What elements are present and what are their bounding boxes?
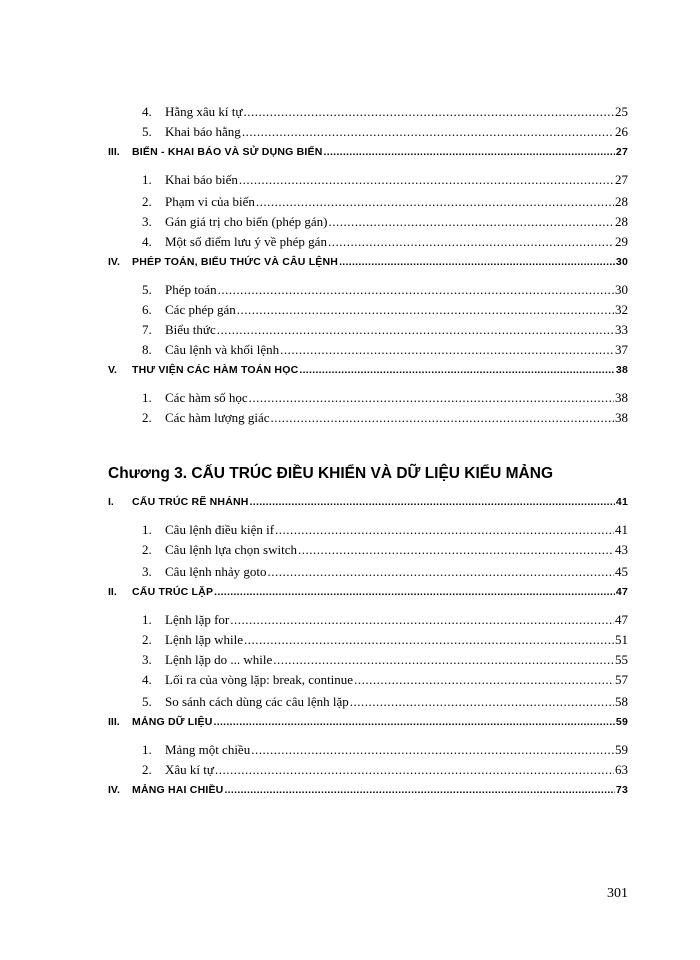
toc-subsection-entry	[0, 104, 700, 122]
entry-number: 3.	[142, 564, 152, 579]
dot-leader	[215, 762, 614, 778]
dot-leader	[350, 694, 614, 710]
entry-title: Khai báo hằng	[165, 124, 241, 139]
entry-page-number: 28	[615, 214, 628, 229]
entry-page-number: 32	[615, 302, 628, 317]
entry-number: 5.	[142, 124, 152, 139]
entry-title: Các hàm lượng giác	[165, 410, 270, 425]
entry-number: 1.	[142, 172, 152, 187]
entry-number: 5.	[142, 282, 152, 297]
entry-line	[165, 234, 628, 250]
dot-leader	[217, 322, 614, 338]
dot-leader	[214, 586, 615, 598]
entry-page-number: 27	[615, 172, 628, 187]
entry-title: Câu lệnh lựa chọn switch	[165, 542, 297, 557]
entry-title: Lệnh lặp for	[165, 612, 230, 627]
entry-page-number: 59	[615, 716, 628, 728]
entry-title: THƯ VIỆN CÁC HÀM TOÁN HỌC	[132, 364, 299, 376]
dot-leader	[249, 390, 614, 406]
toc-subsection-entry	[0, 234, 700, 252]
entry-line	[165, 214, 628, 230]
dot-leader	[324, 146, 615, 158]
entry-line	[165, 652, 628, 668]
entry-line	[165, 172, 628, 188]
dot-leader	[230, 612, 614, 628]
dot-leader	[237, 302, 614, 318]
entry-page-number: 27	[615, 146, 628, 158]
toc-section-entry	[0, 364, 700, 382]
dot-leader	[328, 214, 614, 230]
entry-title: Xâu kí tự	[165, 762, 214, 777]
entry-page-number: 58	[615, 694, 628, 709]
entry-page-number: 30	[615, 256, 628, 268]
entry-line	[132, 586, 628, 598]
dot-leader	[339, 256, 615, 268]
toc-section-entry	[0, 146, 700, 164]
toc-subsection-entry	[0, 542, 700, 560]
toc-subsection-entry	[0, 672, 700, 690]
dot-leader	[298, 542, 614, 558]
dot-leader	[239, 172, 614, 188]
toc-subsection-entry	[0, 172, 700, 190]
dot-leader	[280, 342, 614, 358]
entry-page-number: 43	[615, 542, 628, 557]
entry-number: 2.	[142, 194, 152, 209]
entry-page-number: 73	[615, 784, 628, 796]
toc-subsection-entry	[0, 342, 700, 360]
entry-number: 1.	[142, 612, 152, 627]
toc-subsection-entry	[0, 632, 700, 650]
dot-leader	[244, 632, 614, 648]
entry-page-number: 30	[615, 282, 628, 297]
dot-leader	[224, 784, 614, 796]
entry-title: Phép toán	[165, 282, 217, 297]
entry-line	[165, 762, 628, 778]
entry-number: II.	[108, 586, 117, 598]
entry-number: 1.	[142, 742, 152, 757]
entry-line	[132, 716, 628, 728]
dot-leader	[218, 282, 614, 298]
entry-number: 2.	[142, 542, 152, 557]
entry-number: 7.	[142, 322, 152, 337]
entry-number: IV.	[108, 256, 120, 268]
entry-page-number: 38	[615, 390, 628, 405]
entry-page-number: 63	[615, 762, 628, 777]
dot-leader	[273, 652, 614, 668]
toc-subsection-entry	[0, 694, 700, 712]
dot-leader	[267, 564, 614, 580]
entry-page-number: 28	[615, 194, 628, 209]
entry-line	[165, 612, 628, 628]
entry-title: MẢNG HAI CHIỀU	[132, 784, 224, 796]
entry-line	[165, 564, 628, 580]
entry-page-number: 45	[615, 564, 628, 579]
toc-subsection-entry	[0, 742, 700, 760]
entry-title: Câu lệnh nhảy goto	[165, 564, 267, 579]
entry-line	[165, 282, 628, 298]
entry-number: 1.	[142, 390, 152, 405]
toc-section-entry	[0, 586, 700, 604]
toc-section-entry	[0, 716, 700, 734]
entry-page-number: 38	[615, 364, 628, 376]
entry-number: 2.	[142, 762, 152, 777]
entry-title: Mảng một chiều	[165, 742, 251, 757]
entry-line	[165, 124, 628, 140]
entry-page-number: 59	[615, 742, 628, 757]
entry-line	[165, 632, 628, 648]
toc-subsection-entry	[0, 302, 700, 320]
toc-subsection-entry	[0, 214, 700, 232]
entry-title: Các hàm số học	[165, 390, 248, 405]
entry-title: So sánh cách dùng các câu lệnh lặp	[165, 694, 349, 709]
entry-title: Câu lệnh điều kiện if	[165, 522, 275, 537]
toc-subsection-entry	[0, 652, 700, 670]
toc-subsection-entry	[0, 522, 700, 540]
entry-title: Gán giá trị cho biến (phép gán)	[165, 214, 328, 229]
entry-title: CẤU TRÚC LẶP	[132, 586, 214, 598]
entry-line	[165, 302, 628, 318]
entry-number: 6.	[142, 302, 152, 317]
entry-number: 5.	[142, 694, 152, 709]
toc-subsection-entry	[0, 322, 700, 340]
entry-title: Lệnh lặp while	[165, 632, 243, 647]
dot-leader	[251, 742, 614, 758]
toc-subsection-entry	[0, 390, 700, 408]
entry-number: 4.	[142, 104, 152, 119]
dot-leader	[243, 104, 614, 120]
entry-number: IV.	[108, 784, 120, 796]
entry-page-number: 41	[615, 496, 628, 508]
dot-leader	[299, 364, 615, 376]
entry-number: V.	[108, 364, 117, 376]
toc-section-entry	[0, 784, 700, 802]
chapter-heading: Chương 3. CẤU TRÚC ĐIỀU KHIỂN VÀ DỮ LIỆU KIỂU MẢNG	[108, 465, 553, 482]
dot-leader	[256, 194, 614, 210]
entry-line	[165, 672, 628, 688]
toc-subsection-entry	[0, 124, 700, 142]
entry-title: Phạm vi của biến	[165, 194, 255, 209]
entry-line	[132, 784, 628, 796]
entry-number: 8.	[142, 342, 152, 357]
dot-leader	[328, 234, 614, 250]
toc-subsection-entry	[0, 194, 700, 212]
entry-title: Một số điểm lưu ý về phép gán	[165, 234, 327, 249]
entry-line	[165, 390, 628, 406]
entry-line	[165, 742, 628, 758]
entry-page-number: 25	[615, 104, 628, 119]
entry-line	[132, 146, 628, 158]
entry-line	[165, 322, 628, 338]
entry-line	[165, 104, 628, 120]
entry-number: 2.	[142, 632, 152, 647]
entry-title: PHÉP TOÁN, BIỂU THỨC VÀ CÂU LỆNH	[132, 256, 339, 268]
entry-number: III.	[108, 146, 120, 158]
entry-title: Lệnh lặp do ... while	[165, 652, 273, 667]
entry-title: Lối ra của vòng lặp: break, continue	[165, 672, 354, 687]
entry-page-number: 57	[615, 672, 628, 687]
toc-subsection-entry	[0, 282, 700, 300]
entry-title: CẤU TRÚC RẼ NHÁNH	[132, 496, 249, 508]
entry-number: 3.	[142, 214, 152, 229]
entry-line	[132, 496, 628, 508]
dot-leader	[242, 124, 614, 140]
entry-page-number: 37	[615, 342, 628, 357]
entry-title: BIẾN - KHAI BÁO VÀ SỬ DỤNG BIẾN	[132, 146, 323, 158]
entry-line	[132, 364, 628, 376]
entry-line	[165, 694, 628, 710]
page-number: 301	[607, 886, 628, 901]
toc-section-entry	[0, 256, 700, 274]
dot-leader	[275, 522, 614, 538]
entry-number: 3.	[142, 652, 152, 667]
entry-page-number: 47	[615, 612, 628, 627]
entry-number: 1.	[142, 522, 152, 537]
toc-subsection-entry	[0, 564, 700, 582]
entry-number: I.	[108, 496, 114, 508]
entry-page-number: 55	[615, 652, 628, 667]
entry-number: III.	[108, 716, 120, 728]
entry-title: Biểu thức	[165, 322, 216, 337]
entry-number: 4.	[142, 234, 152, 249]
entry-page-number: 41	[615, 522, 628, 537]
entry-title: Câu lệnh và khối lệnh	[165, 342, 280, 357]
dot-leader	[250, 496, 615, 508]
entry-title: Các phép gán	[165, 302, 236, 317]
entry-number: 2.	[142, 410, 152, 425]
entry-line	[165, 342, 628, 358]
toc-section-entry	[0, 496, 700, 514]
entry-page-number: 47	[615, 586, 628, 598]
toc-subsection-entry	[0, 410, 700, 428]
entry-line	[165, 522, 628, 538]
entry-line	[132, 256, 628, 268]
entry-line	[165, 410, 628, 426]
dot-leader	[354, 672, 614, 688]
toc-subsection-entry	[0, 612, 700, 630]
entry-title: Khai báo biến	[165, 172, 238, 187]
entry-page-number: 38	[615, 410, 628, 425]
entry-page-number: 26	[615, 124, 628, 139]
entry-number: 4.	[142, 672, 152, 687]
entry-line	[165, 542, 628, 558]
toc-subsection-entry	[0, 762, 700, 780]
dot-leader	[214, 716, 615, 728]
entry-line	[165, 194, 628, 210]
dot-leader	[271, 410, 614, 426]
entry-title: Hằng xâu kí tự	[165, 104, 243, 119]
entry-page-number: 51	[615, 632, 628, 647]
entry-page-number: 33	[615, 322, 628, 337]
entry-page-number: 29	[615, 234, 628, 249]
entry-title: MẢNG DỮ LIỆU	[132, 716, 213, 728]
